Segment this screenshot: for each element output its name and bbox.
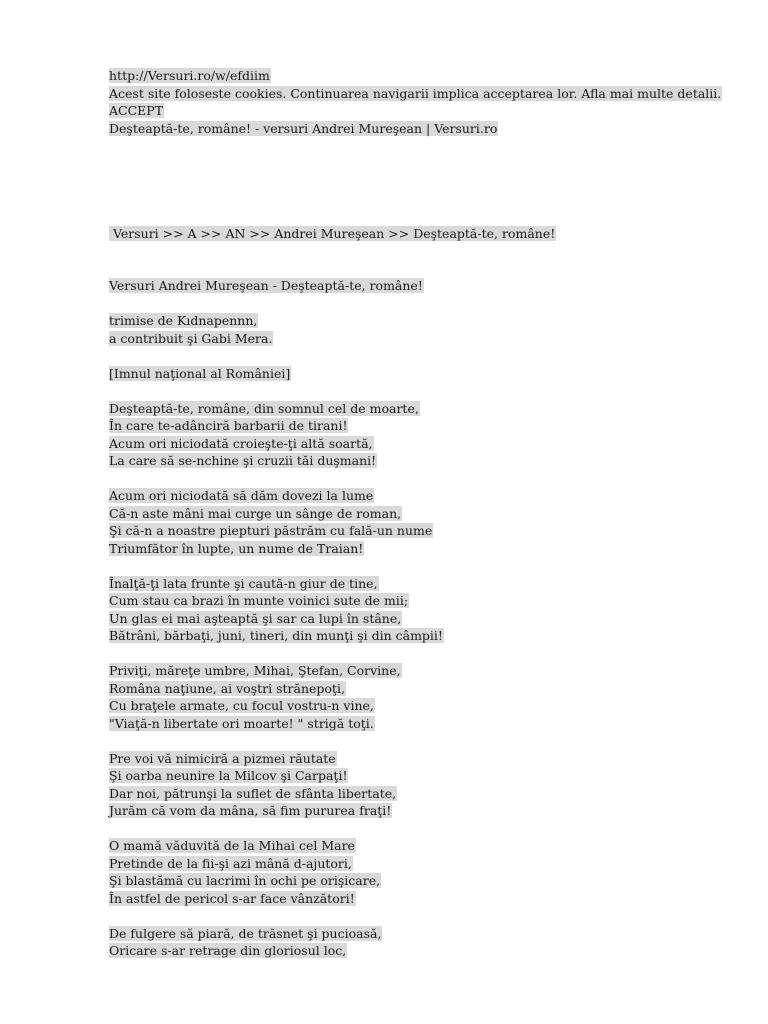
subtitle-line [109, 365, 749, 383]
document-page [109, 67, 749, 960]
breadcrumb-line [109, 225, 749, 243]
spacer [109, 242, 749, 277]
lyric-line: Înalţă-ţi lata frunte şi caută-n giur de tine, [109, 575, 378, 591]
lyrics-stanza [109, 400, 749, 470]
lyrics-stanza [109, 575, 749, 645]
lyric-line: Acum ori niciodată croieşte-ţi altă soartă, [109, 435, 373, 451]
lyric-line: Pre voi vă nimiciră a pizmei răutate [109, 750, 336, 766]
lyric-line: Româna naţiune, ai voştri strănepoţi, [109, 680, 345, 696]
lyric-line: "Viaţă-n libertate ori moarte! " strigă toţi. [109, 715, 374, 731]
spacer [109, 557, 749, 575]
lyric-line: Priviţi, măreţe umbre, Mihai, Ştefan, Corvine, [109, 663, 401, 678]
breadcrumb[interactable]: Versuri >> A >> AN >> Andrei Mureşean >> Deşteaptă-te, române! [109, 225, 556, 241]
song-heading: Versuri Andrei Mureşean - Deşteaptă-te, române! [109, 278, 423, 293]
lyric-line: Bătrâni, bărbaţi, juni, tineri, din munţi şi din câmpii! [109, 628, 443, 643]
lyrics-stanza [109, 750, 749, 820]
page-title-line [109, 120, 749, 138]
lyrics-stanza [109, 837, 749, 907]
spacer [109, 732, 749, 750]
cookie-notice-line [109, 85, 749, 103]
lyric-line: Şi că-n a noastre piepturi păstrăm cu fală-un nume [109, 523, 433, 538]
lyric-line: Pretinde de la fii-şi azi mână d-ajutori, [109, 855, 352, 871]
spacer [109, 382, 749, 400]
lyric-line: Oricare s-ar retrage din gloriosul loc, [109, 943, 347, 958]
spacer [109, 907, 749, 925]
lyrics-stanza [109, 487, 749, 557]
lyric-line: De fulgere să piară, de trăsnet şi pucioasă, [109, 925, 382, 941]
spacer [109, 207, 749, 225]
song-heading-line [109, 277, 749, 295]
lyrics-stanza [109, 662, 749, 732]
page-title: Deşteaptă-te, române! - versuri Andrei Mureşean | Versuri.ro [109, 120, 498, 136]
spacer [109, 645, 749, 663]
lyric-line: În care te-adânciră barbarii de tirani! [109, 418, 348, 433]
lyric-line: Triumfător în lupte, un nume de Traian! [109, 540, 364, 556]
spacer [109, 295, 749, 313]
spacer [109, 347, 749, 365]
lyric-line: Acum ori niciodată să dăm dovezi la lume [109, 488, 374, 503]
lyric-line: Şi blastămă cu lacrimi în ochi pe orişicare, [109, 873, 381, 888]
lyric-line: Că-n aste mâni mai curge un sânge de roman, [109, 505, 402, 521]
lyric-line: Şi oarba neunire la Milcov şi Carpaţi! [109, 768, 348, 783]
song-subtitle: [Imnul naţional al României] [109, 365, 291, 381]
credit-contributor: a contribuit şi Gabi Mera. [109, 330, 273, 346]
header-url-line [109, 67, 749, 85]
credits-line [109, 312, 749, 330]
spacer [109, 820, 749, 838]
credit-submitter: trimise de Kıdnapennn, [109, 313, 258, 328]
spacer [109, 470, 749, 488]
lyric-line: Dar noi, pătrunşi la suflet de sfânta libertate, [109, 785, 397, 801]
accept-cookies-button[interactable]: ACCEPT [109, 103, 164, 118]
lyric-line: Un glas ei mai aşteaptă şi sar ca lupi în stâne, [109, 610, 402, 626]
spacer [109, 137, 749, 207]
lyric-line: Jurăm că vom da mâna, să fim pururea fraţi! [109, 803, 392, 818]
accept-line [109, 102, 749, 120]
lyric-line: Deşteaptă-te, române, din somnul cel de moarte, [109, 400, 419, 416]
lyric-line: Cum stau ca brazi în munte voinici sute de mii; [109, 593, 409, 608]
lyric-line: În astfel de pericol s-ar face vânzători! [109, 890, 355, 906]
lyric-line: Cu braţele armate, cu focul vostru-n vine, [109, 698, 374, 713]
credits-line [109, 330, 749, 348]
cookie-notice: Acest site foloseste cookies. Continuarea navigarii implica acceptarea lor. Afla mai multe detalii. [109, 85, 722, 101]
source-url[interactable]: http://Versuri.ro/w/efdiim [109, 68, 270, 83]
lyrics-stanza [109, 925, 749, 960]
lyric-line: O mamă văduvită de la Mihai cel Mare [109, 838, 355, 853]
lyric-line: La care să se-nchine şi cruzii tăi duşmani! [109, 453, 377, 468]
